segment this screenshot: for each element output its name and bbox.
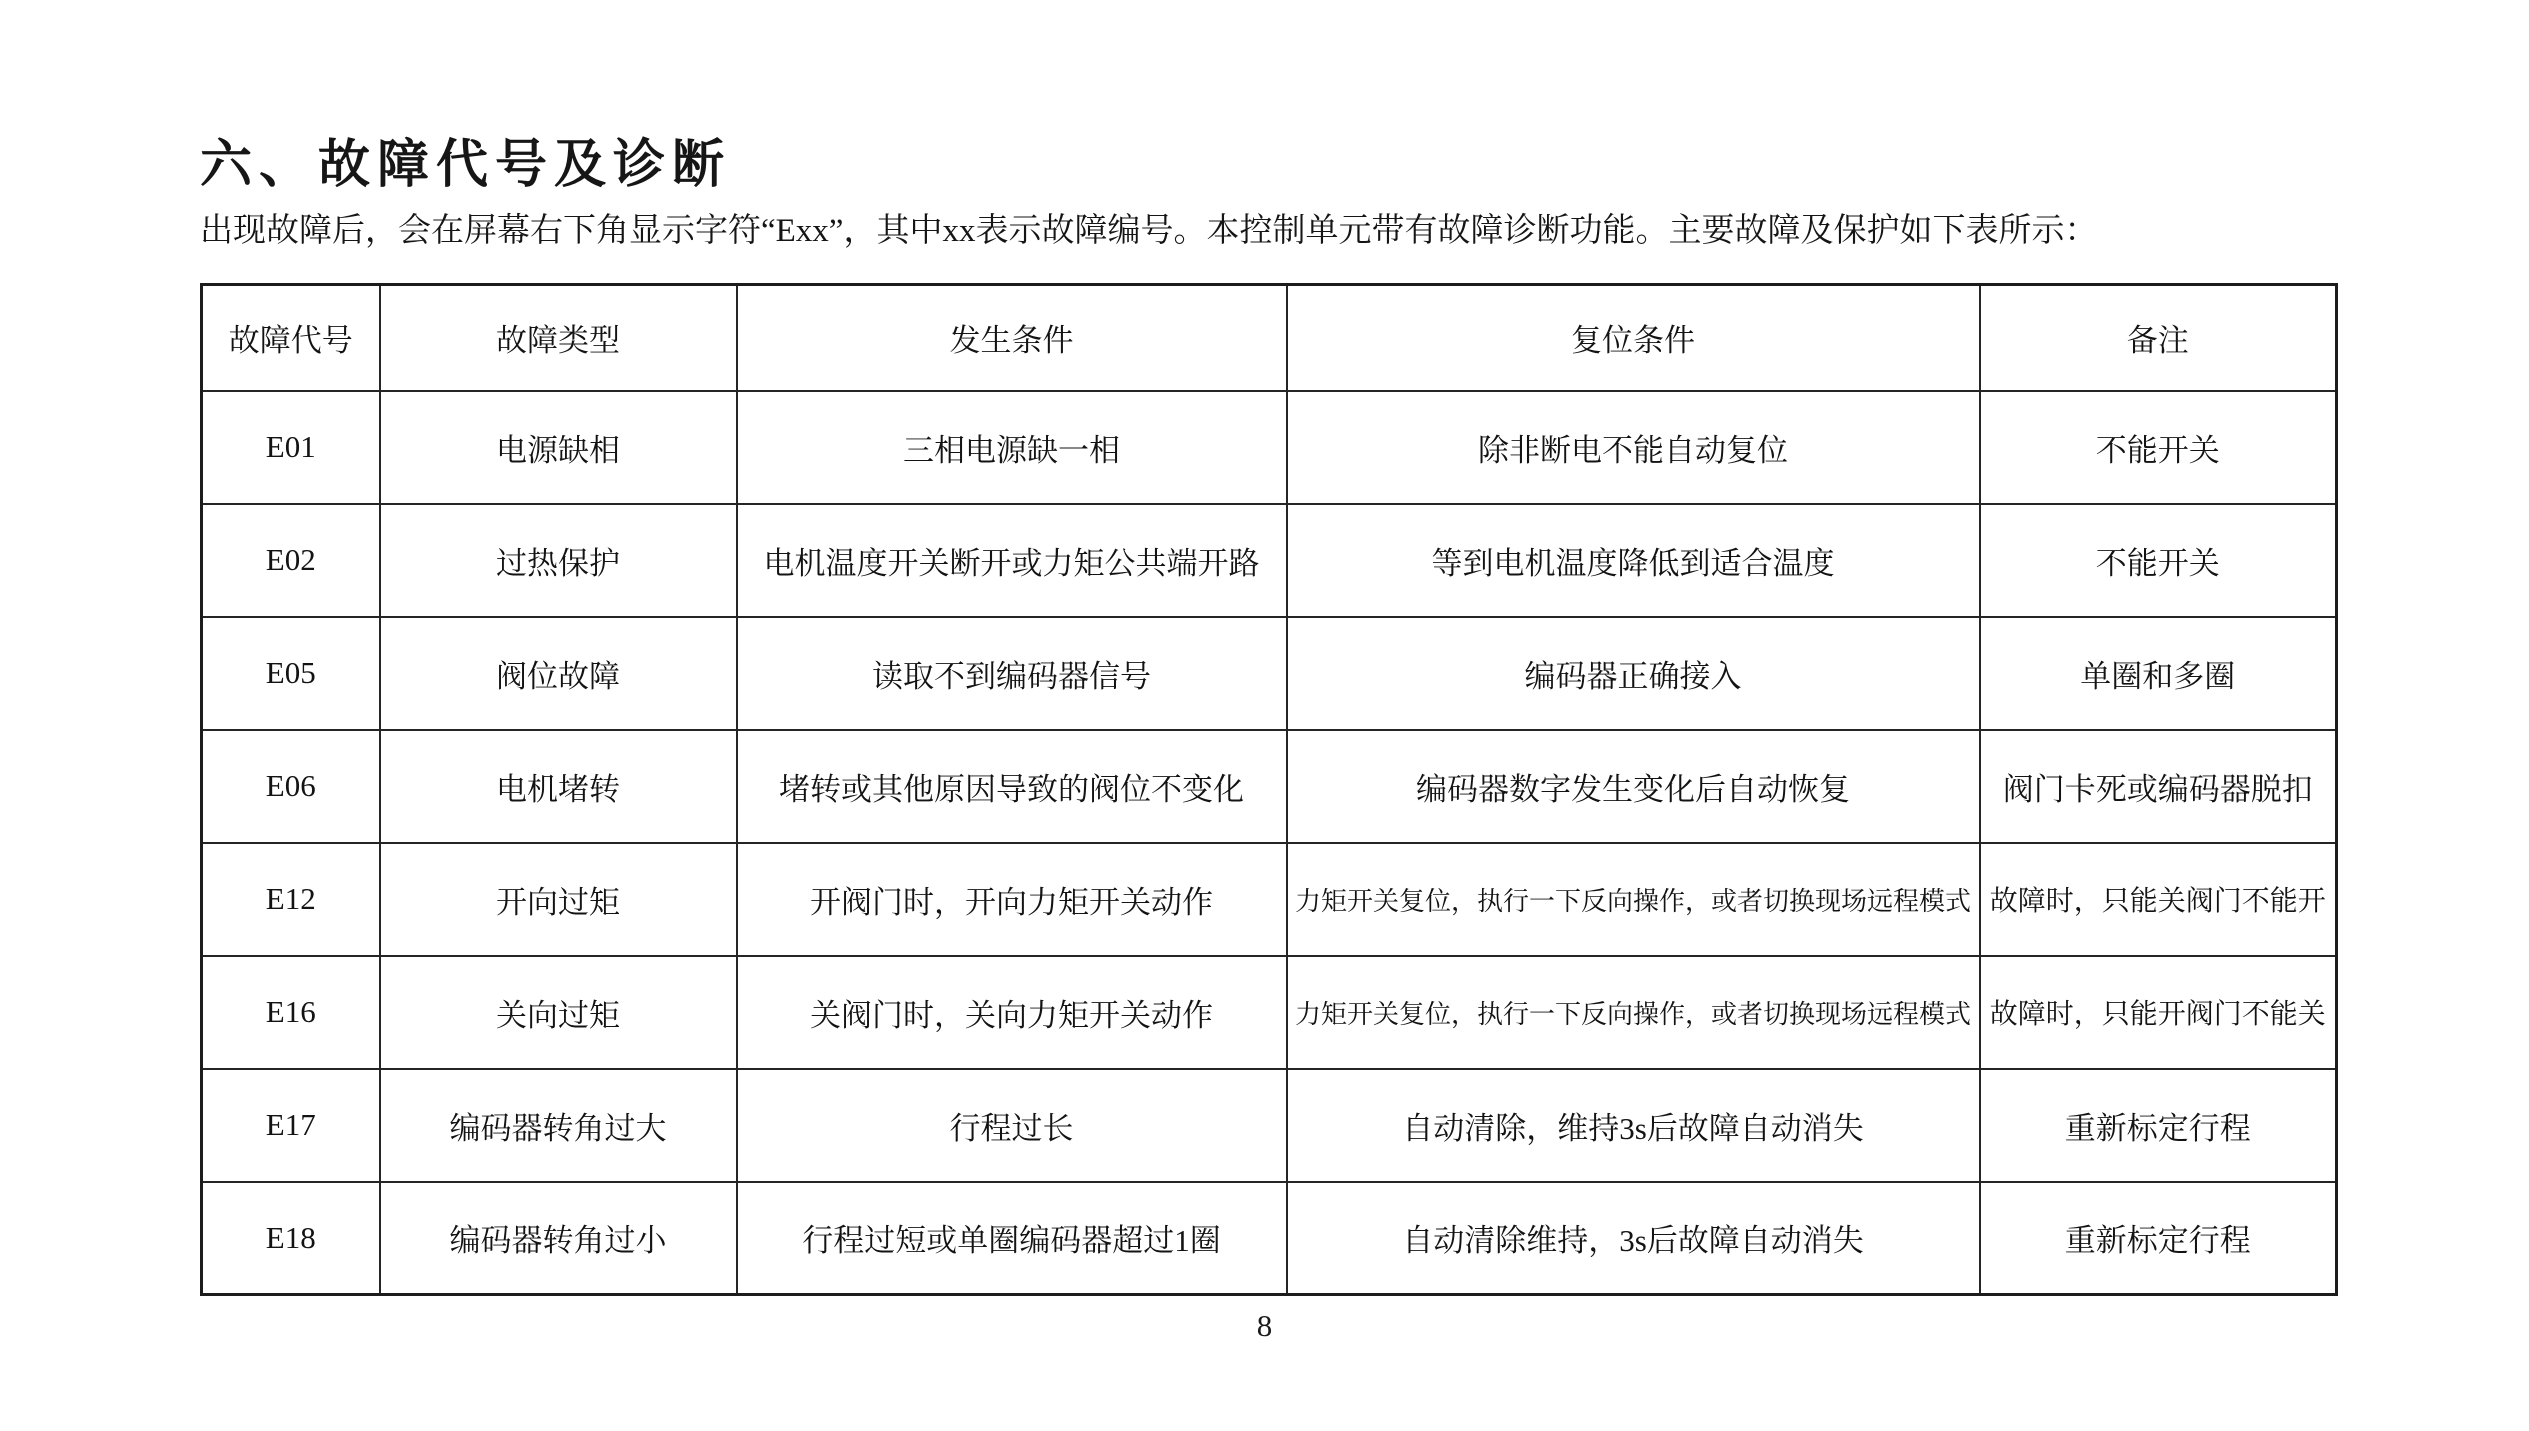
cell-note: 阀门卡死或编码器脱扣 bbox=[1980, 730, 2337, 843]
cell-reset: 编码器数字发生变化后自动恢复 bbox=[1287, 730, 1980, 843]
table-row bbox=[202, 843, 2337, 956]
cell-reset: 自动清除维持，3s后故障自动消失 bbox=[1287, 1182, 1980, 1295]
cell-type: 关向过矩 bbox=[380, 956, 737, 1069]
cell-type: 编码器转角过大 bbox=[380, 1069, 737, 1182]
cell-code: E17 bbox=[202, 1069, 380, 1182]
cell-reset: 等到电机温度降低到适合温度 bbox=[1287, 504, 1980, 617]
cell-type: 电机堵转 bbox=[380, 730, 737, 843]
cell-note: 不能开关 bbox=[1980, 391, 2337, 504]
column-header-code: 故障代号 bbox=[202, 285, 380, 391]
cell-code: E05 bbox=[202, 617, 380, 730]
cell-reset: 力矩开关复位，执行一下反向操作，或者切换现场远程模式 bbox=[1287, 843, 1980, 956]
cell-reset: 自动清除，维持3s后故障自动消失 bbox=[1287, 1069, 1980, 1182]
cell-type: 编码器转角过小 bbox=[380, 1182, 737, 1295]
cell-code: E12 bbox=[202, 843, 380, 956]
cell-code: E06 bbox=[202, 730, 380, 843]
table-row bbox=[202, 617, 2337, 730]
table-row bbox=[202, 1069, 2337, 1182]
column-header-type: 故障类型 bbox=[380, 285, 737, 391]
fault-code-table bbox=[200, 283, 2338, 1296]
cell-reset: 除非断电不能自动复位 bbox=[1287, 391, 1980, 504]
cell-note: 单圈和多圈 bbox=[1980, 617, 2337, 730]
cell-type: 开向过矩 bbox=[380, 843, 737, 956]
table-row bbox=[202, 1182, 2337, 1295]
cell-code: E18 bbox=[202, 1182, 380, 1295]
table-row bbox=[202, 730, 2337, 843]
cell-code: E02 bbox=[202, 504, 380, 617]
cell-note: 重新标定行程 bbox=[1980, 1182, 2337, 1295]
cell-note: 重新标定行程 bbox=[1980, 1069, 2337, 1182]
column-header-condition: 发生条件 bbox=[737, 285, 1287, 391]
table-row bbox=[202, 391, 2337, 504]
cell-type: 电源缺相 bbox=[380, 391, 737, 504]
cell-reset: 编码器正确接入 bbox=[1287, 617, 1980, 730]
column-header-note: 备注 bbox=[1980, 285, 2337, 391]
cell-type: 阀位故障 bbox=[380, 617, 737, 730]
cell-condition: 堵转或其他原因导致的阀位不变化 bbox=[737, 730, 1287, 843]
cell-condition: 关阀门时，关向力矩开关动作 bbox=[737, 956, 1287, 1069]
column-header-reset: 复位条件 bbox=[1287, 285, 1980, 391]
section-title: 六、故障代号及诊断 bbox=[200, 136, 732, 194]
table-row bbox=[202, 956, 2337, 1069]
intro-paragraph: 出现故障后，会在屏幕右下角显示字符“Exx”，其中xx表示故障编号。本控制单元带有故障诊断功能。主要故障及保护如下表所示： bbox=[200, 213, 2098, 249]
cell-note: 不能开关 bbox=[1980, 504, 2337, 617]
cell-condition: 三相电源缺一相 bbox=[737, 391, 1287, 504]
cell-type: 过热保护 bbox=[380, 504, 737, 617]
table-header-row bbox=[202, 285, 2337, 391]
cell-condition: 读取不到编码器信号 bbox=[737, 617, 1287, 730]
cell-code: E01 bbox=[202, 391, 380, 504]
cell-condition: 开阀门时，开向力矩开关动作 bbox=[737, 843, 1287, 956]
cell-note: 故障时，只能开阀门不能关 bbox=[1980, 956, 2337, 1069]
table-row bbox=[202, 504, 2337, 617]
cell-condition: 行程过长 bbox=[737, 1069, 1287, 1182]
page-number: 8 bbox=[1256, 1308, 1273, 1343]
cell-condition: 行程过短或单圈编码器超过1圈 bbox=[737, 1182, 1287, 1295]
cell-note: 故障时，只能关阀门不能开 bbox=[1980, 843, 2337, 956]
cell-code: E16 bbox=[202, 956, 380, 1069]
cell-reset: 力矩开关复位，执行一下反向操作，或者切换现场远程模式 bbox=[1287, 956, 1980, 1069]
cell-condition: 电机温度开关断开或力矩公共端开路 bbox=[737, 504, 1287, 617]
